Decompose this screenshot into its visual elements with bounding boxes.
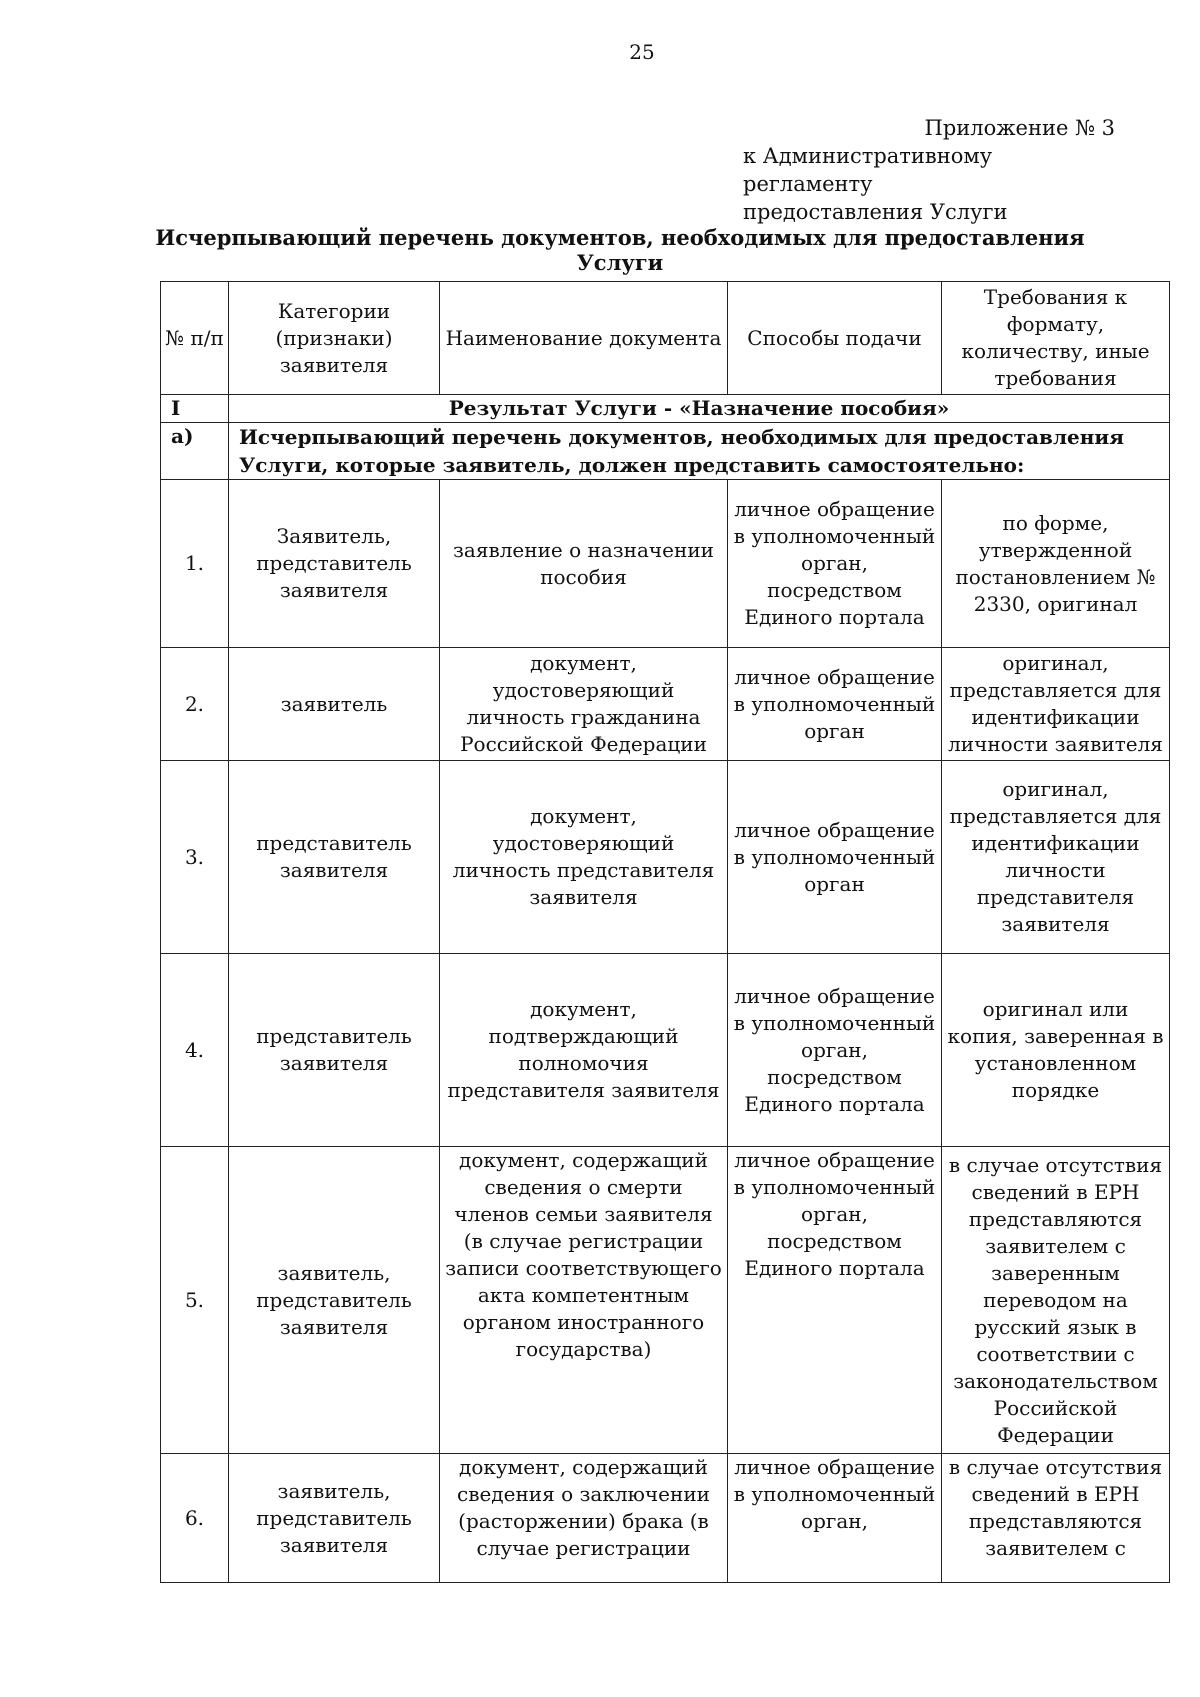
row-number: 6.	[161, 1454, 229, 1583]
row-method: личное обращение в уполномоченный орган,	[728, 1454, 942, 1583]
row-category: представитель заявителя	[229, 761, 440, 954]
section-row	[161, 395, 1170, 423]
row-number: 2.	[161, 648, 229, 761]
subsection-row	[161, 423, 1170, 480]
appendix-header	[743, 114, 1115, 226]
header-category: Категории (признаки) заявителя	[229, 282, 440, 395]
row-number: 1.	[161, 480, 229, 648]
appendix-number: Приложение № 3	[924, 116, 1115, 140]
row-number: 3.	[161, 761, 229, 954]
row-method: личное обращение в уполномоченный орган, посредством Единого портала	[728, 954, 942, 1147]
row-number: 5.	[161, 1147, 229, 1454]
row-document: документ, подтверждающий полномочия представителя заявителя	[440, 954, 728, 1147]
document-title: Исчерпывающий перечень документов, необходимых для предоставления Услуги	[155, 225, 1085, 275]
appendix-reference: к Административному регламенту	[743, 144, 993, 196]
page-number: 25	[629, 40, 655, 64]
row-requirements: оригинал или копия, заверенная в установленном порядке	[942, 954, 1170, 1147]
table-row	[161, 761, 1170, 954]
row-method: личное обращение в уполномоченный орган	[728, 648, 942, 761]
row-method: личное обращение в уполномоченный орган	[728, 761, 942, 954]
row-method: личное обращение в уполномоченный орган, посредством Единого портала	[728, 480, 942, 648]
table-row	[161, 954, 1170, 1147]
row-requirements: оригинал, представляется для идентификации личности представителя заявителя	[942, 761, 1170, 954]
row-requirements: по форме, утвержденной постановлением № 2330, оригинал	[942, 480, 1170, 648]
row-requirements: в случае отсутствия сведений в ЕРН представляются заявителем с заверенным переводом на русский язык в соответствии с законодательством Российской Федерации	[942, 1147, 1170, 1454]
table-header-row	[161, 282, 1170, 395]
subsection-text: Исчерпывающий перечень документов, необходимых для предоставления Услуги, которые заявитель, должен представить самостоятельно:	[229, 423, 1170, 480]
row-document: заявление о назначении пособия	[440, 480, 728, 648]
header-document: Наименование документа	[440, 282, 728, 395]
row-requirements: в случае отсутствия сведений в ЕРН представляются заявителем с	[942, 1454, 1170, 1583]
row-document: документ, содержащий сведения о смерти членов семьи заявителя (в случае регистрации записи соответствующего акта компетентным органом иностранного государства)	[440, 1147, 728, 1454]
row-document: документ, удостоверяющий личность гражданина Российской Федерации	[440, 648, 728, 761]
table-row	[161, 1147, 1170, 1454]
row-category: заявитель, представитель заявителя	[229, 1147, 440, 1454]
row-category: Заявитель, представитель заявителя	[229, 480, 440, 648]
row-document: документ, удостоверяющий личность представителя заявителя	[440, 761, 728, 954]
section-number: I	[161, 395, 229, 423]
row-document: документ, содержащий сведения о заключении (расторжении) брака (в случае регистрации	[440, 1454, 728, 1583]
header-method: Способы подачи	[728, 282, 942, 395]
table-row	[161, 1454, 1170, 1583]
row-category: представитель заявителя	[229, 954, 440, 1147]
section-title: Результат Услуги - «Назначение пособия»	[229, 395, 1170, 423]
documents-table	[160, 281, 1170, 1583]
appendix-reference-service: предоставления Услуги	[743, 200, 1008, 224]
row-number: 4.	[161, 954, 229, 1147]
header-requirements: Требования к формату, количеству, иные требования	[942, 282, 1170, 395]
row-category: заявитель	[229, 648, 440, 761]
table-row	[161, 648, 1170, 761]
row-requirements: оригинал, представляется для идентификации личности заявителя	[942, 648, 1170, 761]
header-number: № п/п	[161, 282, 229, 395]
row-method: личное обращение в уполномоченный орган, посредством Единого портала	[728, 1147, 942, 1454]
table-row	[161, 480, 1170, 648]
row-category: заявитель, представитель заявителя	[229, 1454, 440, 1583]
subsection-number: а)	[161, 423, 229, 480]
